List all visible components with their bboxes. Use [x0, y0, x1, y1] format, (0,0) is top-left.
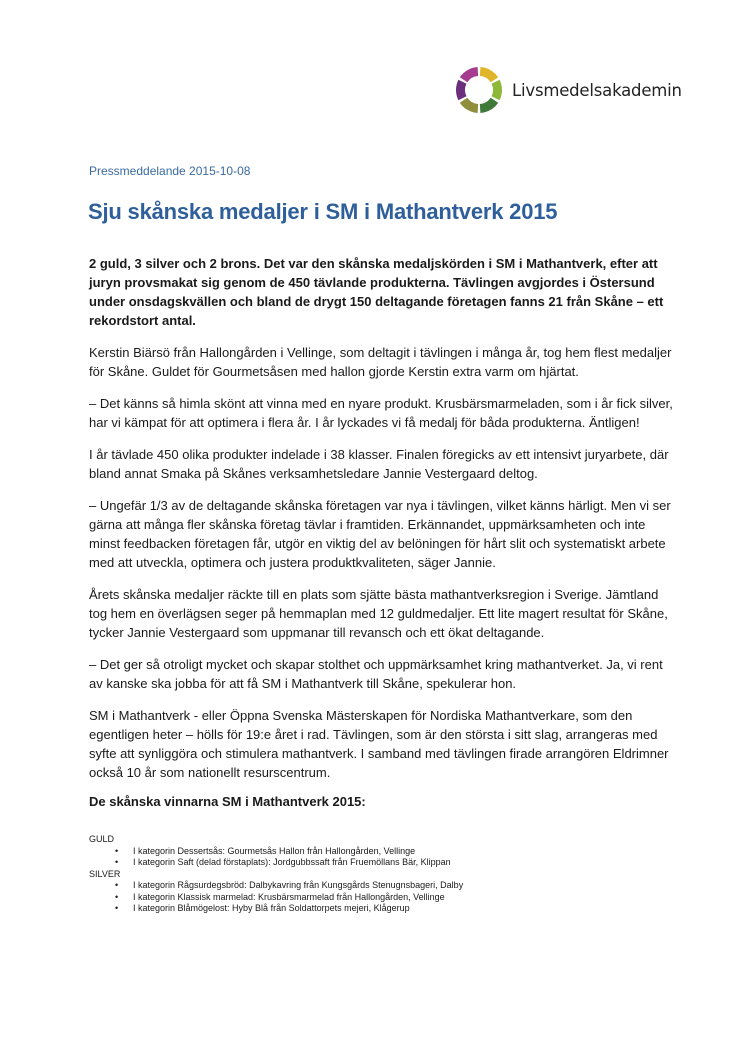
list-item: [89, 892, 675, 904]
logo-ring-segment: [464, 72, 478, 80]
medal-group-silver: [89, 869, 675, 915]
article-body: [89, 254, 675, 915]
bullet-icon: •: [115, 880, 119, 890]
medal-level-label: GULD: [89, 834, 115, 844]
lead-paragraph: 2 guld, 3 silver och 2 brons. Det var den skånska medaljskörden i SM i Mathantverk, efter att juryn provsmakat sig genom de 450 tävlande produkterna. Tävlingen avgjordes i Östersund under onsdagskvällen och bland de drygt 150 deltagande företagen fanns 21 från Skåne – ett rekordstort antal.: [89, 256, 664, 328]
bullet-icon: •: [115, 891, 119, 902]
logo-ring-segment: [464, 100, 478, 108]
list-item: [89, 846, 675, 858]
brand-name: Livsmedelsakademin: [512, 80, 682, 100]
press-release-date: Pressmeddelande 2015-10-08: [89, 164, 251, 178]
list-item-text: I kategorin Blåmögelost: Hyby Blå från Soldattorpets mejeri, Klågerup: [133, 903, 410, 913]
medal-group-gold: [89, 834, 675, 869]
list-item: [89, 880, 675, 892]
list-item-text: I kategorin Rågsurdegsbröd: Dalbykavring från Kungsgårds Stenugnsbageri, Dalby: [133, 880, 464, 890]
body-paragraph: I år tävlade 450 olika produkter indelade i 38 klasser. Finalen föregicks av ett intensivt juryarbete, där bland annat Smaka på Skånes verksamhetsledare Jannie Vestergaard deltog.: [89, 447, 669, 481]
logo-ring-segment: [496, 82, 498, 99]
body-paragraph: – Det ger så otroligt mycket och skapar stolthet och uppmärksamhet kring mathantverket. Ja, vi rent av kanske ska jobba för att få SM i Mathantverk till Skåne, spekulerar hon.: [89, 657, 663, 691]
body-paragraph: – Det känns så himla skönt att vinna med en nyare produkt. Krusbärsmarmeladen, som i år fick silver, har vi kämpat för att optimera i flera år. I år lyckades vi få medalj för båda produkterna. Äntligen!: [89, 396, 673, 430]
body-paragraph: – Ungefär 1/3 av de deltagande skånska företagen var nya i tävlingen, vilket känns härligt. Men vi ser gärna att många fler skånska företag tävlar i framtiden. Erkännandet, uppmärksamheten och inte minst feedbacken företagen får, utgör en viktig del av belöningen för hårt slit och systematiskt arbete med att utveckla, optimera och justera produktkvaliteten, säger Jannie.: [89, 498, 671, 570]
bullet-icon: •: [115, 857, 119, 867]
list-item-text: I kategorin Dessertsås: Gourmetsås Hallon från Hallongården, Vellinge: [133, 845, 416, 856]
medal-level-label: SILVER: [89, 868, 121, 879]
body-paragraph: Årets skånska medaljer räckte till en plats som sjätte bästa mathantverksregion i Sverige. Jämtland tog hem en överlägsen seger på hemmaplan med 12 guldmedaljer. Ett lite magert resultat för Skåne, tycker Jannie Vestergaard som uppmanar till revansch och ett ökat deltagande.: [89, 587, 668, 640]
bullet-icon: •: [115, 903, 119, 913]
bullet-icon: •: [115, 845, 119, 856]
body-paragraph: SM i Mathantverk - eller Öppna Svenska Mästerskapen för Nordiska Mathantverkare, som den egentligen heter – hölls för 19:e året i rad. Tävlingen, som är den största i sitt slag, arrangeras med syfte att synliggöra och stimulera mathantverk. I samband med tävlingen firade arrangören Eldrimner också 10 år som nationellt resurscentrum.: [89, 708, 669, 780]
list-item-text: I kategorin Klassisk marmelad: Krusbärsmarmelad från Hallongården, Vellinge: [133, 891, 445, 902]
logo-ring-segment: [460, 82, 462, 99]
winners-list: [89, 834, 675, 915]
winners-heading: De skånska vinnarna SM i Mathantverk 2015:: [89, 794, 366, 809]
page-title: Sju skånska medaljer i SM i Mathantverk 2015: [88, 199, 558, 224]
list-item: [89, 903, 675, 915]
brand-logo: [455, 66, 682, 114]
body-paragraph: Kerstin Biärsö från Hallongården i Vellinge, som deltagit i tävlingen i många år, tog hem flest medaljer för Skåne. Guldet för Gourmetsåsen med hallon gjorde Kerstin extra varm om hjärtat.: [89, 345, 672, 379]
logo-ring-segment: [480, 100, 494, 108]
list-item-text: I kategorin Saft (delad förstaplats): Jordgubbssaft från Fruemöllans Bär, Klippan: [133, 857, 451, 867]
livsmedelsakademin-ring-icon: [455, 66, 503, 114]
list-item: [89, 857, 675, 869]
logo-ring-segment: [480, 72, 494, 80]
